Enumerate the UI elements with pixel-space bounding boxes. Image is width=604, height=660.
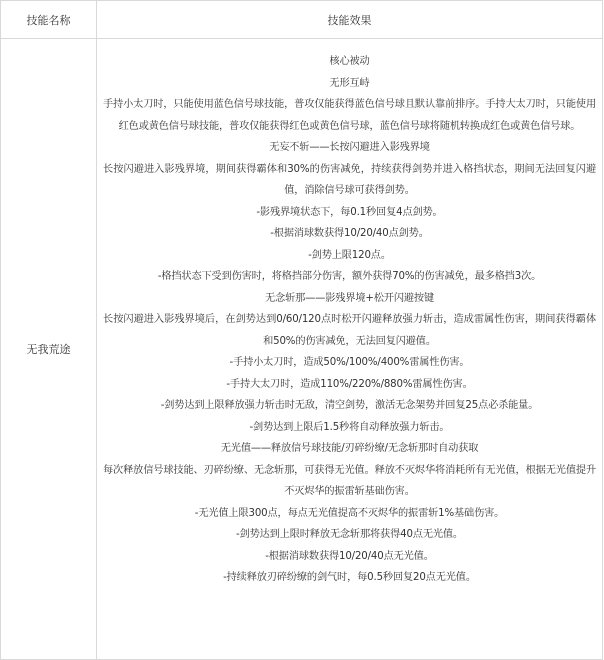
effect-bullet: -根据消球数获得10/20/40点无光值。 (265, 550, 434, 562)
table-header-row (1, 1, 603, 39)
effect-paragraph: 每次释放信号球技能、刃碎纷缭、无念斩那，可获得无光值。释放不灭烬华将消耗所有无光值，根据无光值提升不灭烬华的振雷斩基础伤害。 (103, 464, 596, 497)
skill-effect-cell (97, 39, 603, 660)
effect-paragraph: 长按闪避进入影残界境，期间获得霸体和30%的伤害减免，持续获得剑势并进入格挡状态，期间无法回复闪避值，消除信号球可获得剑势。 (103, 163, 596, 196)
effect-bullet: -无光值上限300点，每点无光值提高不灭烬华的振雷斩1%基础伤害。 (194, 507, 505, 519)
effect-paragraph: 长按闪避进入影残界境后，在剑势达到0/60/120点时松开闪避释放强力斩击，造成雷属性伤害，期间获得霸体和50%的伤害减免，无法回复闪避值。 (103, 314, 596, 347)
effect-bullet: -手持大太刀时，造成110%/220%/880%雷属性伤害。 (226, 378, 473, 390)
effect-paragraph: 手持小太刀时，只能使用蓝色信号球技能，普攻仅能获得蓝色信号球且默认靠前排序。手持大太刀时，只能使用红色或黄色信号球技能，普攻仅能获得红色或黄色信号球，蓝色信号球将随机转换成红色或黄色信号球。 (103, 99, 596, 132)
effect-heading-wuxing-huzhi: 无形互峙 (329, 77, 370, 89)
effect-bullet: -手持小太刀时，造成50%/100%/400%雷属性伤害。 (229, 357, 470, 368)
effect-heading: 无念斩那——影残界境+松开闪避按键 (265, 292, 434, 304)
header-skill-effect: 技能效果 (97, 1, 603, 39)
effect-bullet: -剑势上限120点。 (308, 249, 391, 261)
skill-name-cell: 无我荒途 (1, 39, 97, 660)
effect-bullet: -剑势达到上限后1.5秒将自动释放强力斩击。 (249, 421, 450, 433)
effect-heading: 无妄不斩——长按闪避进入影残界境 (269, 142, 430, 153)
effect-bullet: -持续释放刃碎纷缭的剑气时，每0.5秒回复20点无光值。 (223, 572, 476, 583)
effect-heading-core-passive: 核心被动 (329, 56, 370, 67)
header-skill-name: 技能名称 (1, 1, 97, 39)
effect-bullet: -剑势达到上限时释放无念斩那将获得40点无光值。 (236, 529, 463, 540)
effect-bullet: -格挡状态下受到伤害时，将格挡部分伤害，额外获得70%的伤害减免，最多格挡3次。 (157, 271, 542, 282)
effect-bullet: -剑势达到上限释放强力斩击时无敌，清空剑势，激活无念架势并回复25点必杀能量。 (160, 400, 539, 411)
effect-heading: 无光值——释放信号球技能/刃碎纷缭/无念斩那时自动获取 (220, 443, 479, 454)
table-row (1, 39, 603, 660)
effect-bullet: -根据消球数获得10/20/40点剑势。 (270, 228, 429, 239)
effect-bullet: -影残界境状态下，每0.1秒回复4点剑势。 (256, 206, 443, 218)
